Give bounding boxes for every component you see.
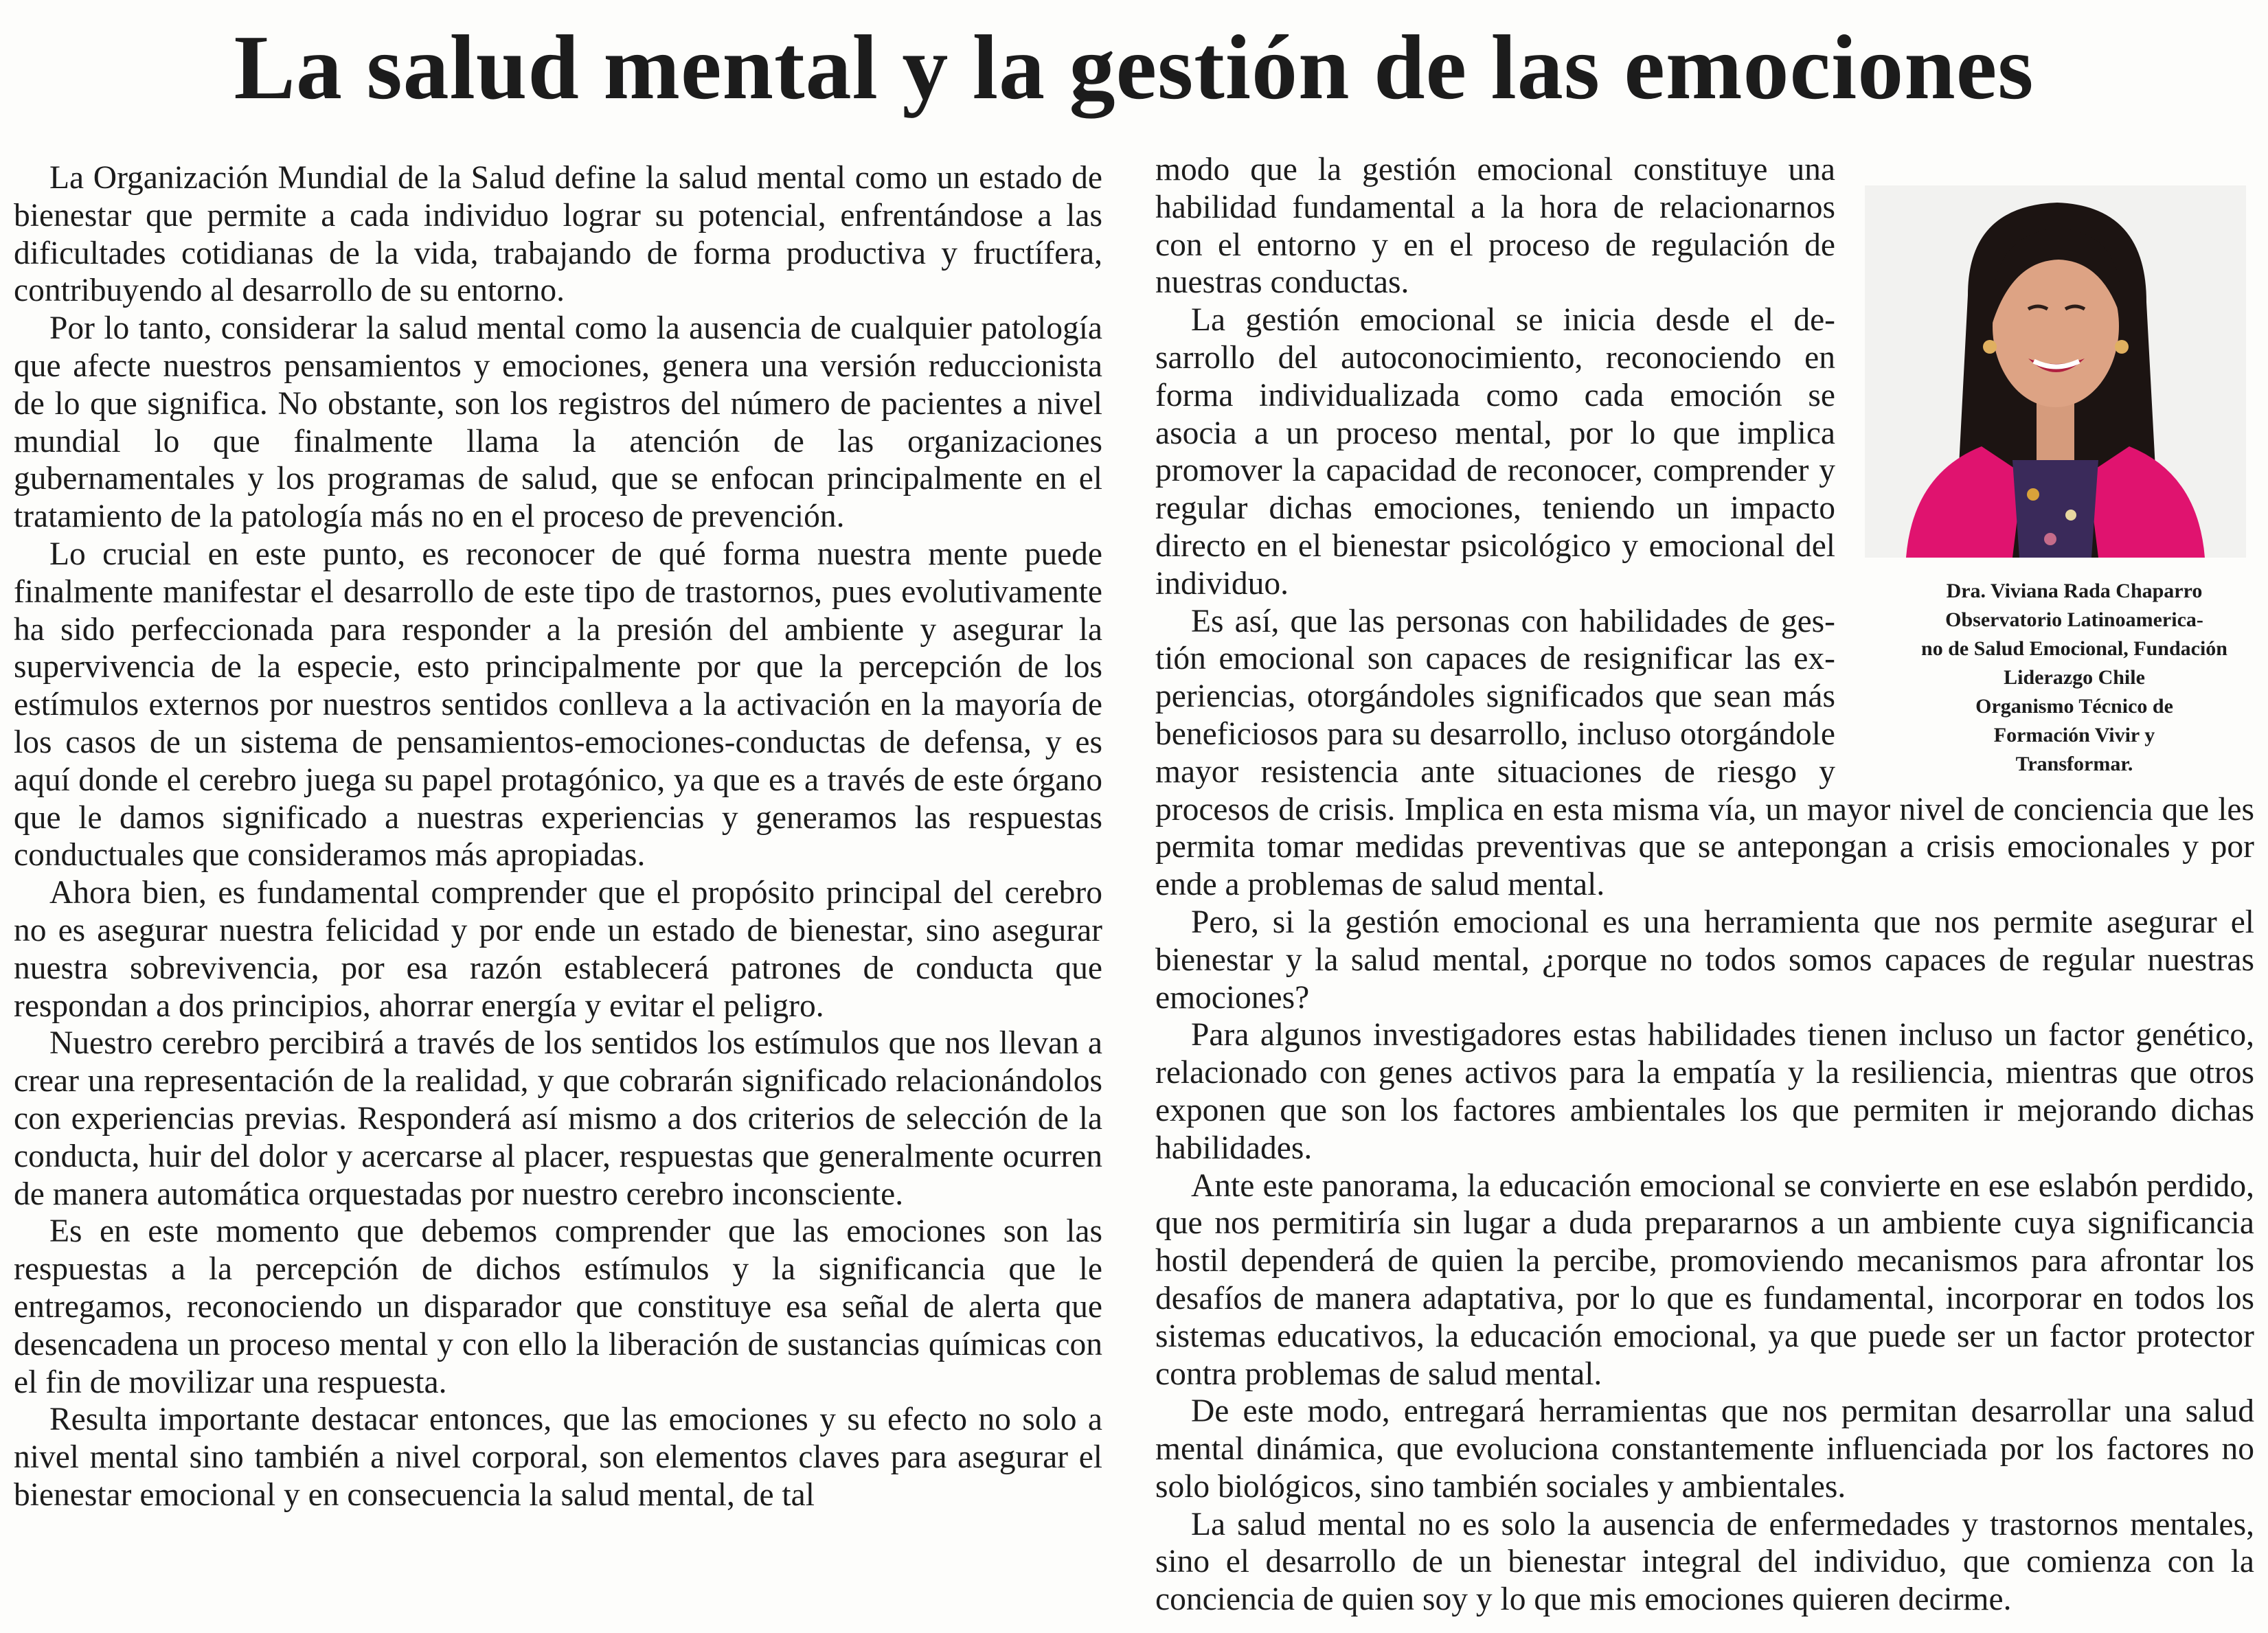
caption-line: Transformar. xyxy=(2015,753,2133,775)
paragraph: Ante este panorama, la educación emocional se convierte en ese eslabón perdido, que nos permitiría sin lugar a duda prepararnos a un ambiente cuya significancia hostil dependerá de quien la percibe, promoviendo mecanismos para afrontar los desafíos de manera adaptativa, por lo que es fundamental, incorporar en todos los sistemas educativos, la educación emocional, ya que puede ser un factor protector contra problemas de salud mental. xyxy=(1155,1167,2254,1392)
left-column xyxy=(14,159,1102,1633)
author-caption xyxy=(1882,577,2267,779)
paragraph: La salud mental no es solo la ausencia de enfermedades y trastornos mentales, sino el desarrollo de un bienestar integral del individuo, que comienza con la conciencia de quien soy y lo que mis emociones quieren decirme. xyxy=(1155,1506,2254,1618)
caption-line: Observatorio Latinoamerica- xyxy=(1945,608,2203,631)
caption-line: Formación Vivir y xyxy=(1993,724,2155,746)
caption-line: no de Salud Emocional, Fundación xyxy=(1921,637,2227,660)
author-photo xyxy=(1865,185,2246,558)
paragraph: Por lo tanto, considerar la salud mental como la ausencia de cualquier patología que afecte nuestros pensamientos y emociones, genera una versión reduccionista de lo que significa. No obstante, son los registros del número de pacientes a nivel mundial lo que finalmente llama la atención de las organizaciones gubernamentales y los programas de salud, que se enfocan principalmente en el tratamiento de la patología más no en el proceso de prevención. xyxy=(14,310,1102,535)
paragraph: Nuestro cerebro percibirá a través de los sentidos los estímulos que nos llevan a crear una representación de la realidad, y que cobrarán significado relacionándolos con experiencias previas. Responderá así mismo a dos criterios de selección de la conducta, huir del dolor y acercarse al placer, respuestas que generalmente ocurren de manera automática orquestadas por nuestro cerebro inconsciente. xyxy=(14,1025,1102,1212)
caption-line: Dra. Viviana Rada Chaparro xyxy=(1946,580,2203,602)
paragraph: Es en este momento que debemos comprender que las emociones son las respuestas a la percepción de dichos estímulos y la significancia que le entregamos, reconociendo un disparador que constituye esa señal de alerta que desencadena un proceso mental y con ello la liberación de sustancias químicas con el fin de movilizar una respuesta. xyxy=(14,1213,1102,1400)
caption-line: Liderazgo Chile xyxy=(2004,666,2145,689)
caption-line: Organismo Técnico de xyxy=(1975,695,2173,718)
paragraph: Es así, que las personas con habilidades de gestión emocional son capaces de resignificar las experiencias, otorgándoles significados que sean más beneficiosos para su desarrollo, incluso otorgándole mayor resistencia ante situaciones de riesgo y procesos de crisis. Implica en esta misma vía, un mayor nivel de conciencia que les permita tomar medidas preventivas que se antepongan a crisis emocionales y por ende a problemas de salud mental. xyxy=(1155,603,2254,903)
article-title: La salud mental y la gestión de las emociones xyxy=(234,16,2034,118)
paragraph: Ahora bien, es fundamental comprender que el propósito principal del cerebro no es asegurar nuestra felicidad y por ende un estado de bienestar, sino asegurar nuestra sobrevivencia, por esa razón establecerá patrones de conducta que respondan a dos principios, ahorrar energía y evitar el peligro. xyxy=(14,875,1102,1024)
paragraph: Pero, si la gestión emocional es una herramienta que nos permite asegurar el bienestar y la salud mental, ¿porque no todos somos capaces de regular nuestras emociones? xyxy=(1155,904,2254,1016)
paragraph-continuation: modo que la gestión emocional constituye una habilidad fundamental a la hora de relacionarnos con el entorno y en el proceso de regulación de nuestras conductas. xyxy=(1155,152,1835,301)
paragraph: La gestión emocional se inicia desde el desarrollo del autoconocimiento, reconociendo en forma individualizada como cada emoción se asocia a un proceso mental, por lo que implica promover la capacidad de reconocer, comprender y regular dichas emociones, teniendo un impacto directo en el bienestar psicológico y emocional del individuo. xyxy=(1155,302,1835,602)
paragraph: Para algunos investigadores estas habilidades tienen incluso un factor genético, relacionado con genes activos para la empatía y la resiliencia, mientras que otros exponen que son los factores ambientales los que permiten ir mejorando dichas habilidades. xyxy=(1155,1017,2254,1166)
paragraph: Resulta importante destacar entonces, que las emociones y su efecto no solo a nivel mental sino también a nivel corporal, son elementos claves para asegurar el bienestar emocional y en consecuencia la salud mental, de tal xyxy=(14,1402,1102,1513)
paragraph: Lo crucial en este punto, es reconocer de qué forma nuestra mente puede finalmente manifestar el desarrollo de este tipo de trastornos, pues evolutivamente ha sido perfeccionada para responder a la presión del ambiente y asegurar la supervivencia de la especie, esto principalmente por que la percepción de los estímulos externos por nuestros sentidos conlleva a la activación en la mayoría de los casos de un sistema de pensamientos-emociones-conductas de defensa, y es aquí donde el cerebro juega su papel protagónico, ya que es a través de este órgano que le damos significado a nuestras experiencias y generamos las respuestas conductuales que consideramos más apropiadas. xyxy=(14,536,1102,873)
paragraph: La Organización Mundial de la Salud define la salud mental como un estado de bienestar que permite a cada individuo lograr su potencial, enfrentándose a las dificultades cotidianas de la vida, trabajando de forma productiva y fructífera, contribuyendo al desarrollo de su entorno. xyxy=(14,160,1102,309)
paragraph: De este modo, entregará herramientas que nos permitan desarrollar una salud mental dinámica, que evoluciona constantemente influenciada por los factores no solo biológicos, sino también sociales y ambientales. xyxy=(1155,1393,2254,1505)
author-portrait-illustration xyxy=(1865,185,2246,558)
